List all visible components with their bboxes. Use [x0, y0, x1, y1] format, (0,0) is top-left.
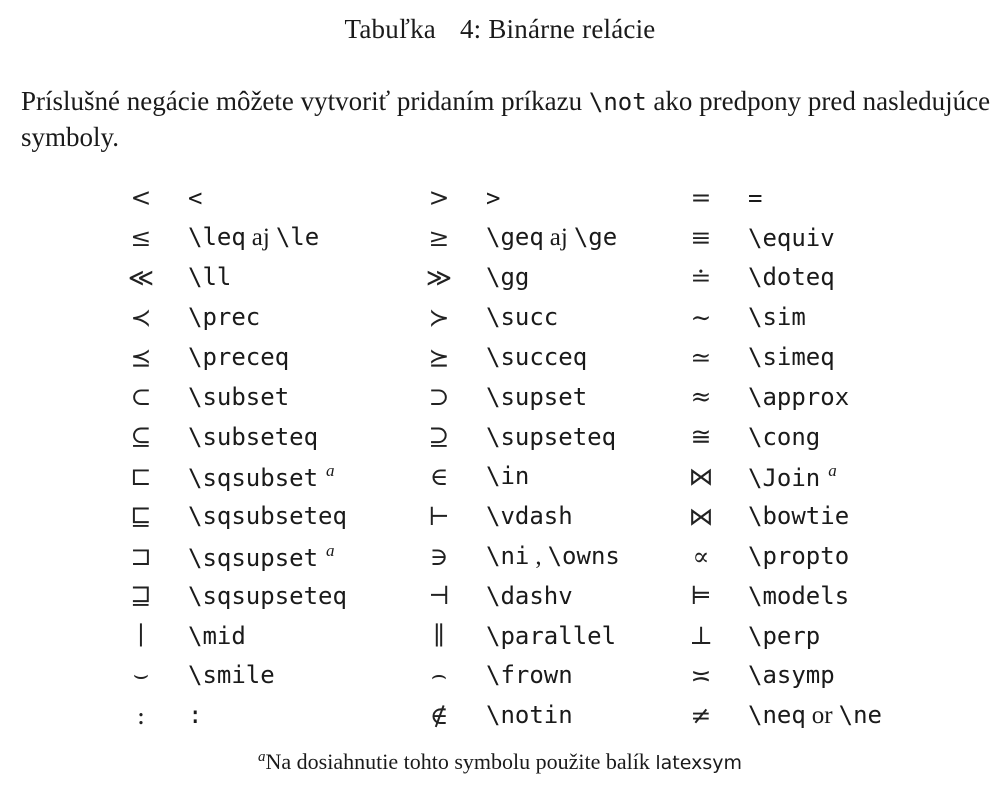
symbol-command-cell [166, 695, 414, 735]
symbol-command-cell [726, 656, 948, 696]
symbol-command: \subset [188, 382, 290, 411]
symbol-glyph: ≺ [130, 302, 152, 332]
symbol-command: \leq [188, 223, 246, 252]
symbol-glyph: ≍ [690, 660, 712, 690]
symbol-command: \ni [486, 541, 530, 570]
symbol-glyph: < [130, 183, 152, 213]
symbol-alt-command: \ge [573, 223, 618, 252]
symbol-command-cell [166, 536, 414, 576]
symbol-command: \supset [486, 382, 588, 411]
table-row [116, 297, 948, 337]
symbol-glyph: ⊢ [428, 501, 450, 531]
symbol-glyph: ∝ [692, 541, 710, 571]
symbol-glyph: ⊏ [130, 461, 152, 491]
symbol-glyph: ∋ [429, 541, 449, 571]
symbol-command-cell [464, 496, 676, 536]
table-row [116, 337, 948, 377]
footnote-mark: a [258, 749, 266, 765]
symbol-glyph: ⊐ [130, 541, 152, 571]
symbol-glyph: ⊨ [690, 581, 712, 611]
symbol-command: \propto [748, 542, 850, 571]
symbol-command: \ll [188, 263, 232, 292]
symbol-command: \notin [486, 701, 573, 730]
symbol-command-cell [166, 417, 414, 457]
symbol-command: \succ [486, 303, 559, 332]
symbol-command: \in [486, 462, 530, 491]
footnote-ref: a [828, 460, 837, 480]
symbol-command-cell [726, 457, 948, 497]
symbol-glyph: ⌣ [132, 660, 150, 690]
symbol-glyph: : [136, 700, 146, 730]
table-row [116, 496, 948, 536]
symbol-command-cell [166, 576, 414, 616]
symbol-glyph: ≪ [127, 262, 155, 292]
symbol-glyph: > [428, 183, 450, 213]
symbol-alt-command: \owns [547, 541, 620, 570]
symbol-command-cell [726, 178, 948, 218]
symbol-glyph: ∣ [137, 621, 145, 651]
footnote-ref: a [326, 540, 335, 560]
command-conjunction: or [811, 701, 833, 729]
symbol-command: \subseteq [188, 422, 319, 451]
symbol-command: \neq [748, 700, 806, 729]
symbol-command: \simeq [748, 343, 835, 372]
symbol-command: \sim [748, 303, 806, 332]
symbol-glyph: ∼ [690, 302, 712, 332]
symbol-glyph: ⊣ [428, 581, 450, 611]
symbol-command: : [188, 701, 203, 730]
symbol-command: \sqsupset [188, 543, 319, 572]
symbol-command-cell [464, 695, 676, 735]
symbol-glyph: ∥ [433, 621, 445, 651]
symbol-command-cell [166, 297, 414, 337]
symbol-glyph: ≃ [690, 342, 712, 372]
symbol-command-cell [166, 377, 414, 417]
symbol-command-cell [726, 377, 948, 417]
symbol-glyph: ⪯ [130, 342, 152, 372]
footnote [0, 749, 1000, 775]
symbol-command-cell [464, 457, 676, 497]
symbol-command: \equiv [748, 223, 835, 252]
symbol-command: \prec [188, 303, 261, 332]
symbol-alt-command: \ne [838, 700, 882, 729]
symbol-command: \vdash [486, 502, 573, 531]
table-row [116, 457, 948, 497]
symbol-command: \supseteq [486, 422, 617, 451]
symbol-command-cell [166, 457, 414, 497]
symbol-glyph: ≡ [690, 223, 712, 253]
symbol-command-cell [166, 656, 414, 696]
table-row [116, 377, 948, 417]
symbol-glyph: ≐ [690, 262, 712, 292]
symbol-command-cell [166, 218, 414, 258]
symbol-command: \cong [748, 422, 821, 451]
symbol-command-cell [464, 536, 676, 576]
symbol-command: \dashv [486, 581, 573, 610]
symbol-command: \mid [188, 621, 246, 650]
symbol-command: \bowtie [748, 502, 850, 531]
symbol-command: \gg [486, 263, 530, 292]
symbol-command-cell [464, 297, 676, 337]
symbol-glyph: ≠ [690, 700, 712, 730]
symbol-command-cell [166, 258, 414, 298]
footnote-package: latexsym [655, 752, 742, 774]
symbol-command: \frown [486, 661, 573, 690]
symbol-command: \Join [748, 463, 821, 492]
symbol-glyph: ≫ [425, 262, 453, 292]
symbol-command: \sqsubset [188, 463, 319, 492]
symbol-glyph: ⊥ [689, 621, 713, 651]
symbol-command-cell [726, 258, 948, 298]
symbol-command-cell [726, 417, 948, 457]
symbol-command: \sqsupseteq [188, 581, 347, 610]
table-row [116, 695, 948, 735]
footnote-text: Na dosiahnutie tohto symbolu použite balík [265, 749, 656, 774]
symbol-glyph: ⊃ [428, 382, 450, 412]
symbol-glyph: ⊑ [130, 501, 152, 531]
table-row [116, 218, 948, 258]
symbol-command: \succeq [486, 343, 588, 372]
symbol-command-cell [464, 178, 676, 218]
symbol-glyph: ∉ [429, 700, 449, 730]
table-row [116, 616, 948, 656]
symbol-command-cell [464, 218, 676, 258]
command-conjunction: aj [251, 224, 270, 252]
symbol-glyph: ≈ [690, 382, 712, 412]
symbol-glyph: ⌢ [430, 660, 448, 690]
symbol-command-cell [464, 576, 676, 616]
table-row [116, 417, 948, 457]
table-row [116, 258, 948, 298]
symbol-glyph: ≥ [428, 223, 450, 253]
table-row [116, 536, 948, 576]
symbol-command: \preceq [188, 343, 290, 372]
symbol-command: > [486, 183, 501, 212]
symbol-command-cell [464, 616, 676, 656]
footnote-ref: a [326, 460, 335, 480]
symbol-glyph: ≤ [130, 223, 152, 253]
symbol-command-cell [464, 417, 676, 457]
intro-text-after: ako predpony pred nasledujúce symboly. [21, 86, 991, 152]
command-conjunction: , [535, 542, 542, 570]
symbol-glyph: ∈ [429, 461, 449, 491]
symbol-glyph: ⋈ [688, 461, 714, 491]
symbol-command-cell [166, 337, 414, 377]
symbol-command: \parallel [486, 621, 617, 650]
symbol-command-cell [464, 377, 676, 417]
symbol-command-cell [166, 496, 414, 536]
symbol-command: \approx [748, 382, 850, 411]
symbol-glyph: ⊂ [130, 382, 152, 412]
symbol-command-cell [726, 496, 948, 536]
symbol-command-cell [464, 258, 676, 298]
symbol-command-cell [726, 297, 948, 337]
caption-label: Tabuľka [344, 14, 436, 44]
table-row [116, 656, 948, 696]
symbol-command: < [188, 183, 203, 212]
intro-paragraph [21, 84, 991, 155]
symbol-glyph: ⪰ [428, 342, 450, 372]
command-conjunction: aj [549, 224, 568, 252]
intro-command: \not [588, 88, 647, 116]
table-row [116, 576, 948, 616]
symbol-command-cell [166, 616, 414, 656]
symbol-command-cell [464, 656, 676, 696]
symbol-command: \perp [748, 621, 821, 650]
symbol-alt-command: \le [275, 223, 320, 252]
symbol-glyph: ⊇ [428, 422, 450, 452]
symbol-command-cell [726, 695, 948, 735]
symbol-command: \models [748, 581, 850, 610]
caption-number: 4: [459, 14, 482, 44]
table-row [116, 178, 948, 218]
symbol-command: \sqsubseteq [188, 502, 347, 531]
symbol-command-cell [726, 536, 948, 576]
symbol-command: \smile [188, 661, 275, 690]
symbol-command-cell [166, 178, 414, 218]
symbol-command: \doteq [748, 263, 835, 292]
symbol-glyph: ≅ [690, 422, 712, 452]
symbol-command: = [748, 183, 763, 212]
symbol-command-cell [726, 337, 948, 377]
symbol-command: \geq [486, 223, 544, 252]
symbol-glyph: ≻ [428, 302, 450, 332]
symbol-glyph: ⊆ [130, 422, 152, 452]
symbol-glyph: = [690, 183, 712, 213]
symbol-glyph: ⊒ [130, 581, 152, 611]
relations-table [116, 178, 948, 735]
symbol-glyph: ⋈ [688, 501, 714, 531]
table-caption [0, 14, 1000, 45]
symbol-command-cell [726, 218, 948, 258]
intro-text-before: Príslušné negácie môžete vytvoriť pridaním príkazu [21, 86, 589, 116]
symbol-command-cell [464, 337, 676, 377]
caption-title: Binárne relácie [488, 14, 656, 44]
symbol-command-cell [726, 616, 948, 656]
symbol-command: \asymp [748, 661, 835, 690]
symbol-command-cell [726, 576, 948, 616]
